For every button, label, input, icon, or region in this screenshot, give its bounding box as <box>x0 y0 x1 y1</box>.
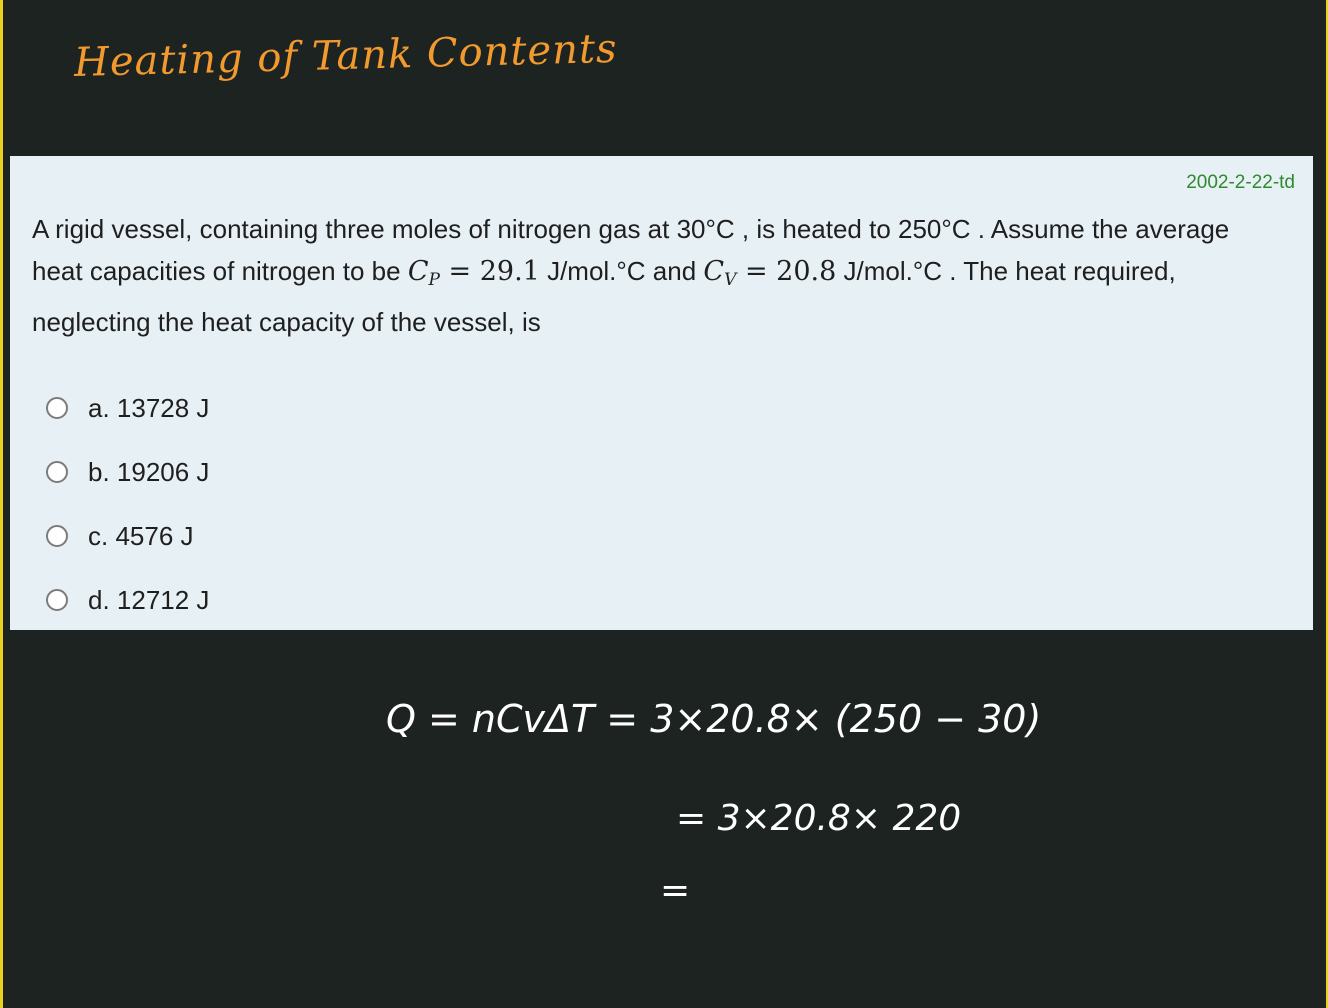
question-text-part1: A rigid vessel, containing three moles of nitrogen gas at 30°C , is heated to 250°C . Assume the average heat capacities of nitrogen to be <box>32 214 1230 286</box>
cp-value: = 29.1 <box>439 256 540 287</box>
option-a[interactable] <box>46 376 209 440</box>
cp-expression <box>407 256 540 290</box>
answer-options <box>46 376 209 632</box>
handwritten-title: Heating of Tank Contents <box>73 25 619 86</box>
radio-button-icon[interactable] <box>46 397 68 419</box>
cp-symbol: C <box>407 256 429 287</box>
option-label: c. 4576 J <box>88 520 194 551</box>
option-label: d. 12712 J <box>88 584 210 615</box>
option-c[interactable] <box>46 504 209 568</box>
option-label: a. 13728 J <box>88 392 210 423</box>
radio-button-icon[interactable] <box>46 461 68 483</box>
cv-subscript: V <box>724 270 737 290</box>
option-label: b. 19206 J <box>88 456 210 487</box>
question-text <box>32 208 1282 343</box>
cv-value: = 20.8 <box>736 256 837 287</box>
question-id: 2002-2-22-td <box>1186 172 1295 193</box>
cp-subscript: P <box>428 270 440 290</box>
question-text-part2: J/mol.°C . The heat required, neglecting the heat capacity of the vessel, is <box>32 256 1176 337</box>
option-d[interactable] <box>46 568 209 632</box>
question-card <box>10 156 1313 630</box>
work-line-2: = 3×20.8× 220 <box>676 798 962 839</box>
radio-button-icon[interactable] <box>46 525 68 547</box>
work-line-3: = <box>660 870 691 911</box>
cv-symbol: C <box>703 256 725 287</box>
cv-expression <box>703 256 837 290</box>
handwritten-work <box>0 640 1328 940</box>
work-line-1: Q = nCvΔT = 3×20.8× (250 − 30) <box>386 697 1042 741</box>
radio-button-icon[interactable] <box>46 589 68 611</box>
cp-unit: J/mol.°C and <box>539 256 704 286</box>
option-b[interactable] <box>46 440 209 504</box>
